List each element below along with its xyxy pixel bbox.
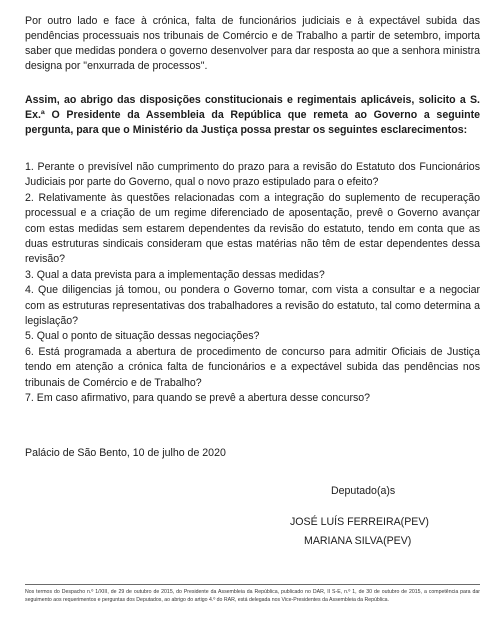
footnote-divider	[25, 584, 480, 585]
question-3: 3. Qual a data prevista para a implementação dessas medidas?	[25, 268, 325, 281]
question-6: 6. Está programada a abertura de procedimento de concurso para admitir Oficiais de Justiça tendo em atenção a crónica falta de funcionários e a expectável subida das pendências nos tribunais de Comércio e de Trabalho?	[25, 345, 480, 389]
signatory-name: JOSÉ LUÍS FERREIRA(PEV)	[290, 516, 429, 528]
question-7: 7. Em caso afirmativo, para quando se prevê a abertura desse concurso?	[25, 392, 371, 405]
place-and-date: Palácio de São Bento, 10 de julho de 2020	[25, 447, 226, 459]
signature-label: Deputado(a)s	[331, 485, 396, 497]
signatory-name: MARIANA SILVA(PEV)	[304, 535, 412, 547]
footnote: Nos termos do Despacho n.º 1/XIII, de 29 de outubro de 2015, do Presidente da Assembleia da República, publicado no DAR, II S-E, n.º 1, de 30 de outubro de 2015, a competência para dar seguimento aos requerimentos e perguntas dos Deputados, ao abrigo do artigo 4.º do RAR, está delegada nos Vice-Presidentes da Assembleia da República.	[25, 589, 480, 603]
questions-list	[25, 160, 480, 407]
question-2: 2. Relativamente às questões relacionadas com a integração do suplemento de recuperação processual e a criação de um regime diferenciado de aposentação, prevê o Governo avançar com estas medidas sem estarem dependentes da revisão do estatuto, tendo em conta que as duas estruturas sindicais consideram que estas matérias não têm de estar dependentes dessa revisão?	[25, 191, 480, 266]
request-paragraph: Assim, ao abrigo das disposições constitucionais e regimentais aplicáveis, solicito a S. Ex.ª O Presidente da Assembleia da República que remeta ao Governo a seguinte pergunta, para que o Ministério da Justiça possa prestar os seguintes esclarecimentos:	[25, 94, 480, 136]
question-4: 4. Que diligencias já tomou, ou pondera o Governo tomar, com vista a consultar e a negociar com as estruturas representativas dos trabalhadores a revisão do estatuto, tal como determina a legislação?	[25, 284, 480, 328]
intro-paragraph: Por outro lado e face à crónica, falta de funcionários judiciais e à expectável subida das pendências processuais nos tribunais de Comércio e de Trabalho a partir de setembro, importa saber que medidas pondera o governo desenvolver para dar resposta ao que a senhora ministra designa por "enxurrada de processos".	[25, 15, 480, 72]
question-5: 5. Qual o ponto de situação dessas negociações?	[25, 330, 260, 343]
question-1: 1. Perante o previsível não cumprimento do prazo para a revisão do Estatuto dos Funcionários Judiciais por parte do Governo, qual o novo prazo estipulado para o efeito?	[25, 161, 480, 189]
